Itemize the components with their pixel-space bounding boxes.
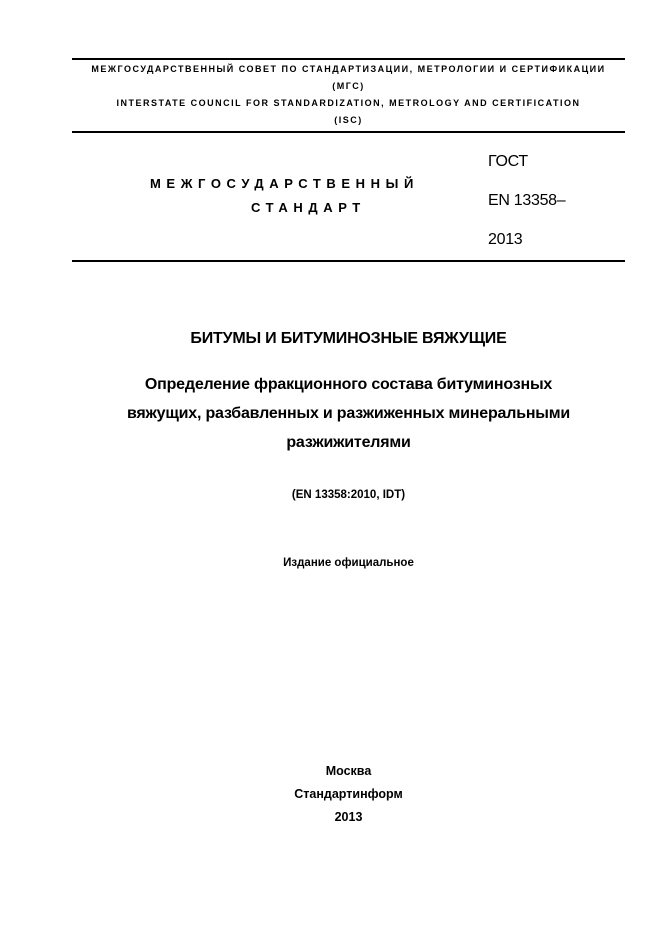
designation-number: EN 13358– [488,192,566,209]
imprint-city: Москва [325,764,372,778]
imprint [72,760,625,829]
council-abbr-ru: (МГС) [332,81,365,91]
identity-reference: (EN 13358:2010, IDT) [291,489,406,501]
document-subtitle [72,370,625,457]
standard-designation [488,142,565,259]
council-name-en: INTERSTATE COUNCIL FOR STANDARDIZATION, METROLOGY AND CERTIFICATION [116,98,581,108]
subtitle-line: вяжущих, разбавленных и разжиженных минеральными [126,405,571,422]
council-name-ru: МЕЖГОСУДАРСТВЕННЫЙ СОВЕТ ПО СТАНДАРТИЗАЦИИ, МЕТРОЛОГИИ И СЕРТИФИКАЦИИ [91,64,606,74]
imprint-year: 2013 [334,810,363,824]
subtitle-line: разжижителями [286,434,411,451]
standard-type-line2: СТАНДАРТ [251,200,366,215]
top-rule [72,58,625,60]
council-abbr-en: (ISC) [334,115,363,125]
standard-type-line1: МЕЖГОСУДАРСТВЕННЫЙ [150,176,419,191]
subtitle-line: Определение фракционного состава битуминозных [144,376,553,393]
header-divider [72,260,625,262]
edition-note: Издание официальное [283,557,414,569]
designation-year: 2013 [488,231,523,248]
imprint-publisher: Стандартинформ [294,787,403,801]
standard-type [150,172,480,220]
council-header [72,61,625,129]
council-divider [72,131,625,133]
document-title: БИТУМЫ И БИТУМИНОЗНЫЕ ВЯЖУЩИЕ [190,330,507,347]
designation-prefix: ГОСТ [488,153,528,170]
